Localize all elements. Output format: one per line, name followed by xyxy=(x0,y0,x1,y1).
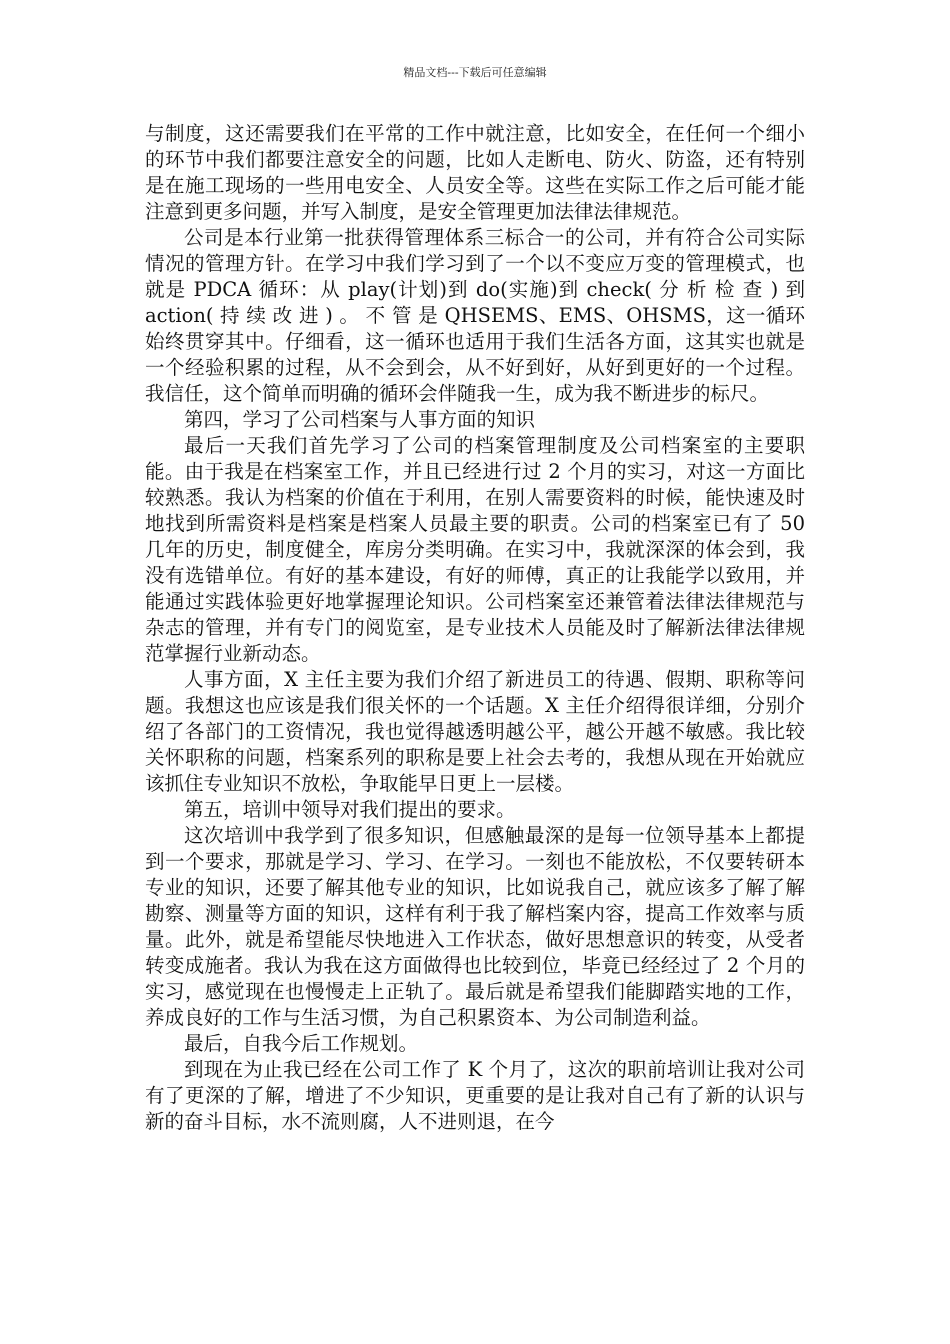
paragraph-safety-system: 与制度，这还需要我们在平常的工作中就注意，比如安全，在任何一个细小的环节中我们都要注意安全的问题，比如人走断电、防火、防盗，还有特别是在施工现场的一些用电安全、人员安全等。这些在实际工作之后可能才能注意到更多问题，并写入制度，是安全管理更加法律法律规范。 xyxy=(145,122,805,223)
paragraph-pdca-cycle: 公司是本行业第一批获得管理体系三标合一的公司，并有符合公司实际情况的管理方针。在学习中我们学习到了一个以不变应万变的管理模式，也就是 PDCA 循环：从 play(计划)到 do(实施)到 check( 分 析 检 查 ) 到 action( 持 续 改 进 ) 。 不 管 是 QHSEMS、EMS、OHSMS，这一循环始终贯穿其中。仔细看，这一循环也适用于我们生活各方面，这其实也就是一个经验积累的过程，从不会到会，从不好到好，从好到更好的一个过程。我信任，这个简单而明确的循环会伴随我一生，成为我不断进步的标尺。 xyxy=(145,226,805,405)
section-heading-work-plan: 最后，自我今后工作规划。 xyxy=(184,1032,419,1055)
paragraph-training-requirements: 这次培训中我学到了很多知识，但感触最深的是每一位领导基本上都提到一个要求，那就是学习、学习、在学习。一刻也不能放松，不仅要转研本专业的知识，还要了解其他专业的知识，比如说我自己，就应该多了解了解勘察、测量等方面的知识，这样有利于我了解档案内容，提高工作效率与质量。此外，就是希望能尽快地进入工作状态，做好思想意识的转变，从受者转变成施者。我认为我在这方面做得也比较到位，毕竟已经经过了 2 个月的实习，感觉现在也慢慢走上正轨了。最后就是希望我们能脚踏实地的工作，养成良好的工作与生活习惯，为自己积累资本、为公司制造利益。 xyxy=(145,824,805,1029)
page-header: 精品文档---下载后可任意编辑 xyxy=(403,66,547,79)
section-heading-archives-personnel: 第四，学习了公司档案与人事方面的知识 xyxy=(184,408,536,431)
paragraph-work-plan: 到现在为止我已经在公司工作了 K 个月了，这次的职前培训让我对公司有了更深的了解，增进了不少知识，更重要的是让我对自己有了新的认识与新的奋斗目标，水不流则腐，人不进则退，在今 xyxy=(145,1058,805,1133)
section-heading-leadership-requirements: 第五，培训中领导对我们提出的要求。 xyxy=(184,798,516,821)
paragraph-personnel: 人事方面，X 主任主要为我们介绍了新进员工的待遇、假期、职称等问题。我想这也应该是我们很关怀的一个话题。X 主任介绍得很详细，分别介绍了各部门的工资情况，我也觉得越透明越公平，越公开越不敏感。我比较关怀职称的问题，档案系列的职称是要上社会去考的，我想从现在开始就应该抓住专业知识不放松，争取能早日更上一层楼。 xyxy=(145,668,805,795)
paragraph-archives-management: 最后一天我们首先学习了公司的档案管理制度及公司档案室的主要职能。由于我是在档案室工作，并且已经进行过 2 个月的实习，对这一方面比较熟悉。我认为档案的价值在于利用，在别人需要资料的时候，能快速及时地找到所需资料是档案是档案人员最主要的职责。公司的档案室已有了 50 几年的历史，制度健全，库房分类明确。在实习中，我就深深的体会到，我没有选错单位。有好的基本建设，有好的师傅，真正的让我能学以致用，并能通过实践体验更好地掌握理论知识。公司档案室还兼管着法律法律规范与杂志的管理，并有专门的阅览室，是专业技术人员能及时了解新法律法律规范掌握行业新动态。 xyxy=(145,434,805,665)
document-body xyxy=(145,121,805,1135)
